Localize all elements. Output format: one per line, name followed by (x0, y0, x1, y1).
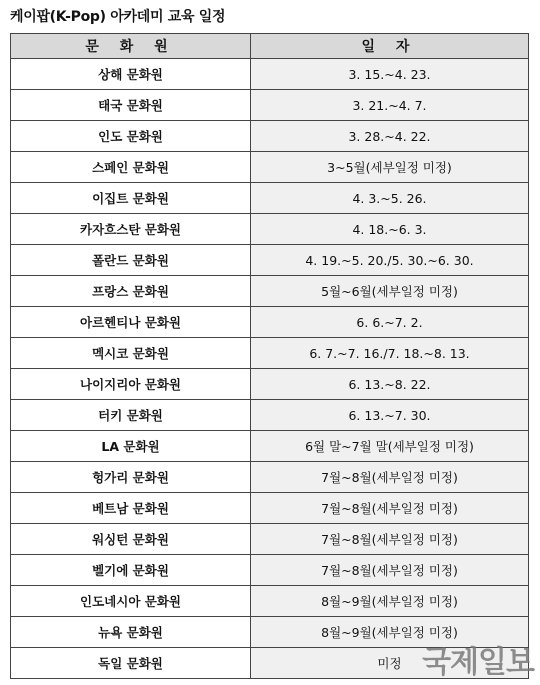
dates-cell: 8월~9월(세부일정 미정) (251, 586, 529, 617)
dates-cell: 7월~8월(세부일정 미정) (251, 493, 529, 524)
schedule-table (10, 33, 529, 679)
cultural-center-cell: LA 문화원 (11, 431, 251, 462)
table-row (11, 586, 529, 617)
dates-cell: 3. 28.~4. 22. (251, 121, 529, 152)
cultural-center-cell: 뉴욕 문화원 (11, 617, 251, 648)
table-row (11, 400, 529, 431)
dates-cell: 6. 13.~8. 22. (251, 369, 529, 400)
cultural-center-cell: 벨기에 문화원 (11, 555, 251, 586)
table-row (11, 214, 529, 245)
cultural-center-cell: 독일 문화원 (11, 648, 251, 679)
cultural-center-cell: 멕시코 문화원 (11, 338, 251, 369)
cultural-center-cell: 폴란드 문화원 (11, 245, 251, 276)
cultural-center-cell: 나이지리아 문화원 (11, 369, 251, 400)
cultural-center-cell: 인도 문화원 (11, 121, 251, 152)
table-row (11, 121, 529, 152)
cultural-center-cell: 이집트 문화원 (11, 183, 251, 214)
table-row (11, 245, 529, 276)
cultural-center-cell: 아르헨티나 문화원 (11, 307, 251, 338)
table-row (11, 369, 529, 400)
dates-cell: 4. 19.~5. 20./5. 30.~6. 30. (251, 245, 529, 276)
table-row (11, 59, 529, 90)
dates-cell: 4. 3.~5. 26. (251, 183, 529, 214)
dates-cell: 3. 15.~4. 23. (251, 59, 529, 90)
table-body (11, 59, 529, 679)
cultural-center-cell: 카자흐스탄 문화원 (11, 214, 251, 245)
cultural-center-cell: 베트남 문화원 (11, 493, 251, 524)
table-row (11, 183, 529, 214)
dates-cell: 6월 말~7월 말(세부일정 미정) (251, 431, 529, 462)
table-header-row (11, 34, 529, 59)
table-row (11, 524, 529, 555)
header-dates: 일 자 (251, 34, 529, 59)
table-row (11, 152, 529, 183)
dates-cell: 8월~9월(세부일정 미정) (251, 617, 529, 648)
dates-cell: 3~5월(세부일정 미정) (251, 152, 529, 183)
table-row (11, 493, 529, 524)
dates-cell: 4. 18.~6. 3. (251, 214, 529, 245)
cultural-center-cell: 스페인 문화원 (11, 152, 251, 183)
cultural-center-cell: 터키 문화원 (11, 400, 251, 431)
table-row (11, 276, 529, 307)
dates-cell: 6. 7.~7. 16./7. 18.~8. 13. (251, 338, 529, 369)
dates-cell: 6. 13.~7. 30. (251, 400, 529, 431)
dates-cell: 미정 (251, 648, 529, 679)
table-row (11, 338, 529, 369)
dates-cell: 6. 6.~7. 2. (251, 307, 529, 338)
cultural-center-cell: 상해 문화원 (11, 59, 251, 90)
cultural-center-cell: 헝가리 문화원 (11, 462, 251, 493)
cultural-center-cell: 태국 문화원 (11, 90, 251, 121)
dates-cell: 7월~8월(세부일정 미정) (251, 555, 529, 586)
watermark-logo: 국제일보 (422, 645, 534, 680)
table-row (11, 431, 529, 462)
table-row (11, 462, 529, 493)
cultural-center-cell: 워싱턴 문화원 (11, 524, 251, 555)
dates-cell: 7월~8월(세부일정 미정) (251, 524, 529, 555)
table-row (11, 555, 529, 586)
table-row (11, 307, 529, 338)
dates-cell: 7월~8월(세부일정 미정) (251, 462, 529, 493)
table-row (11, 90, 529, 121)
cultural-center-cell: 인도네시아 문화원 (11, 586, 251, 617)
dates-cell: 3. 21.~4. 7. (251, 90, 529, 121)
page-title: 케이팝(K-Pop) 아카데미 교육 일정 (10, 9, 226, 25)
cultural-center-cell: 프랑스 문화원 (11, 276, 251, 307)
dates-cell: 5월~6월(세부일정 미정) (251, 276, 529, 307)
header-cultural-center: 문 화 원 (11, 34, 251, 59)
